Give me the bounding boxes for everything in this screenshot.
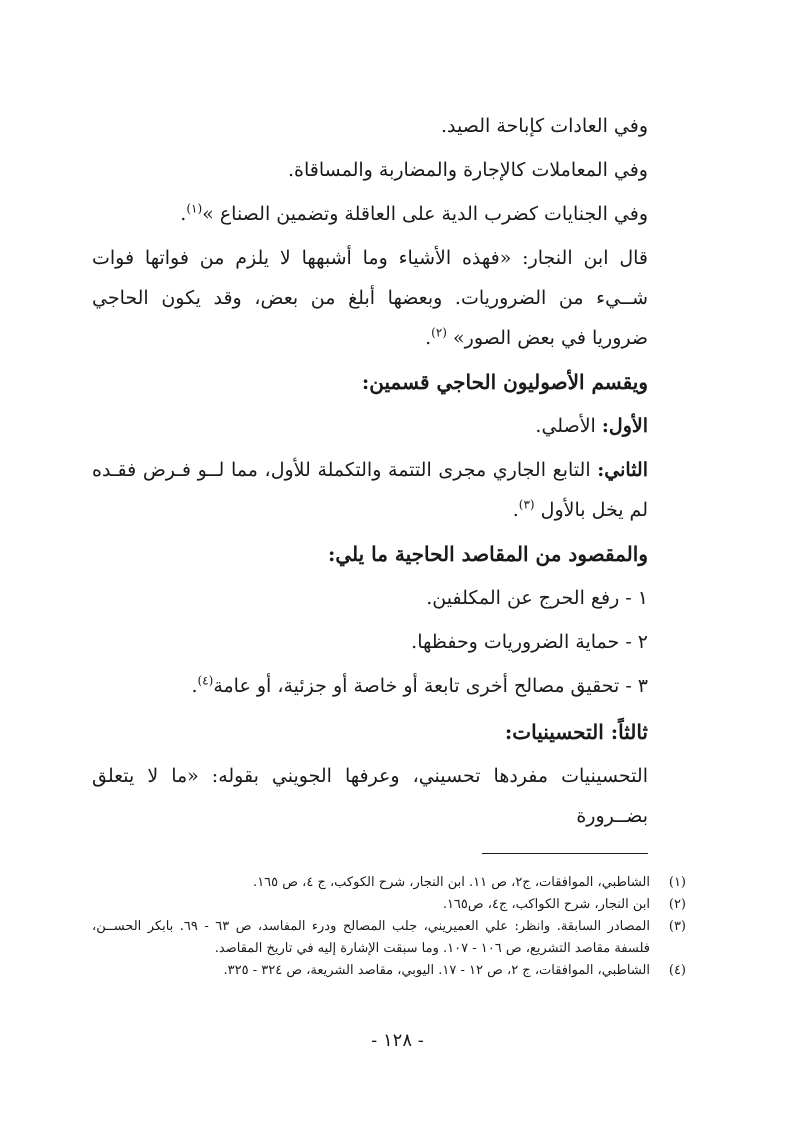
footnote-ref-3: (٣): [518, 497, 535, 512]
footnote-4: (٤) الشاطبي، الموافقات، ج ٢، ص ١٢ - ١٧. اليوبي، مقاصد الشريعة، ص ٣٢٤ - ٣٢٥.: [223, 963, 686, 978]
list-item-2: ٢ - حماية الضروريات وحفظها.: [411, 631, 648, 653]
main-text: [92, 106, 648, 840]
heading-tahsiniyat: ثالثاً: التحسينيات:: [504, 720, 648, 744]
footnote-ref-2: (٢): [431, 325, 447, 340]
footnote-3: (٣) المصادر السابقة. وانظر: علي العميريني، جلب المصالح ودرء المفاسد، ص ٦٣ - ٦٩. بابكر الحســن، فلسفة مقاصد التشريع، ص ١٠٦ - ١٠٧. وما سبقت الإشارة إليه في تاريخ المقاصد.: [92, 919, 686, 956]
paragraph-customs: وفي العادات كإباحة الصيد.: [441, 115, 648, 137]
footnote-1: (١) الشاطبي، الموافقات، ج٢، ص ١١. ابن النجار، شرح الكوكب، ج ٤، ص ١٦٥.: [253, 875, 686, 890]
footnote-ref-4: (٤): [197, 673, 214, 688]
paragraph-ibn-najjar-quote: قال ابن النجار: «فهذه الأشياء وما أشبهها لا يلزم من فواتها فوات شــيء من الضروريات. وبعضها أبلغ من بعض، وقد يكون الحاجي ضروريا في بعض الصور» $^{(٢)}$.: [92, 247, 648, 349]
paragraph-crimes: وفي الجنايات كضرب الدية على العاقلة وتضمين الصناع »$^{(١)}$.: [180, 201, 648, 225]
page-number: - ١٢٨ -: [371, 1030, 424, 1051]
heading-hajiyat-division: ويقسم الأصوليون الحاجي قسمين:: [361, 370, 648, 394]
paragraph-transactions: وفي المعاملات كالإجارة والمضاربة والمساقاة.: [288, 159, 648, 181]
footnote-2: (٢) ابن النجار، شرح الكواكب، ج٤، ص١٦٥.: [442, 897, 686, 912]
paragraph-tahsiniyat-definition: التحسينيات مفردها تحسيني، وعرفها الجويني بقوله: «ما لا يتعلق بضــرورة: [92, 765, 648, 827]
list-item-1: ١ - رفع الحرج عن المكلفين.: [426, 587, 648, 609]
footnotes: [92, 872, 686, 982]
footnote-separator: [482, 853, 648, 854]
paragraph-first-type: الأول: الأصلي.: [535, 415, 648, 437]
list-item-3: ٣ - تحقيق مصالح أخرى تابعة أو خاصة أو جزئية، أو عامة$^{(٤)}$.: [191, 673, 648, 697]
footnote-ref-1: (١): [186, 201, 203, 216]
paragraph-second-type: الثاني: التابع الجاري مجرى التتمة والتكملة للأول، مما لــو فـرض فقـده لم يخل بالأول $^{(٣)}$.: [92, 459, 648, 521]
heading-hajiyat-purposes: والمقصود من المقاصد الحاجية ما يلي:: [327, 542, 648, 566]
